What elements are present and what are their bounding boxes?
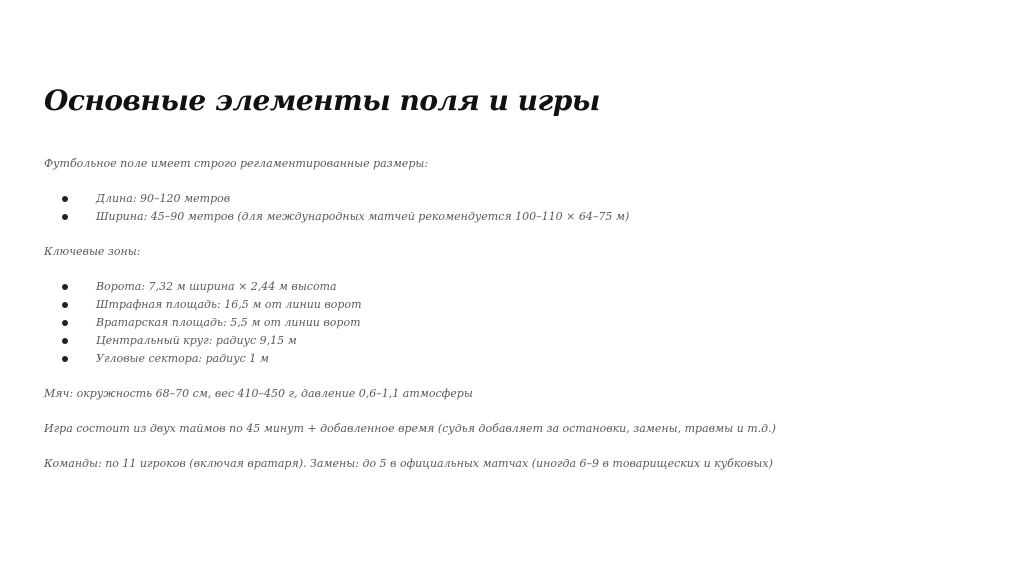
list-item [44, 208, 984, 226]
list-item [44, 278, 984, 296]
bullet-icon [62, 214, 68, 220]
list-item [44, 332, 984, 350]
bullet-icon [62, 320, 68, 326]
list-item-text: Вратарская площадь: 5,5 м от линии ворот [96, 316, 361, 329]
zones-list [44, 278, 984, 368]
bullet-icon [62, 196, 68, 202]
zones-heading: Ключевые зоны: [44, 245, 141, 258]
bullet-icon [62, 356, 68, 362]
list-item [44, 350, 984, 368]
list-item [44, 314, 984, 332]
list-item-text: Ворота: 7,32 м ширина × 2,44 м высота [96, 280, 337, 293]
slide-content [44, 155, 984, 473]
list-item-text: Штрафная площадь: 16,5 м от линии ворот [96, 298, 362, 311]
list-item-text: Длина: 90–120 метров [96, 192, 231, 205]
list-item [44, 296, 984, 314]
teams-text: Команды: по 11 игроков (включая вратаря). Замены: до 5 в официальных матчах (иногда 6–9 в товарищеских и кубковых) [44, 457, 773, 470]
intro-text: Футбольное поле имеет строго регламентированные размеры: [44, 157, 429, 170]
list-item-text: Центральный круг: радиус 9,15 м [96, 334, 297, 347]
bullet-icon [62, 338, 68, 344]
game-text: Игра состоит из двух таймов по 45 минут + добавленное время (судья добавляет за остановки, замены, травмы и т.д.) [44, 422, 776, 435]
dimensions-list [44, 190, 984, 226]
bullet-icon [62, 302, 68, 308]
bullet-icon [62, 284, 68, 290]
list-item [44, 190, 984, 208]
list-item-text: Ширина: 45–90 метров (для международных матчей рекомендуется 100–110 × 64–75 м) [96, 210, 630, 223]
list-item-text: Угловые сектора: радиус 1 м [96, 352, 269, 365]
slide-title: Основные элементы поля и игры [44, 84, 600, 117]
ball-text: Мяч: окружность 68–70 см, вес 410–450 г, давление 0,6–1,1 атмосферы [44, 387, 473, 400]
